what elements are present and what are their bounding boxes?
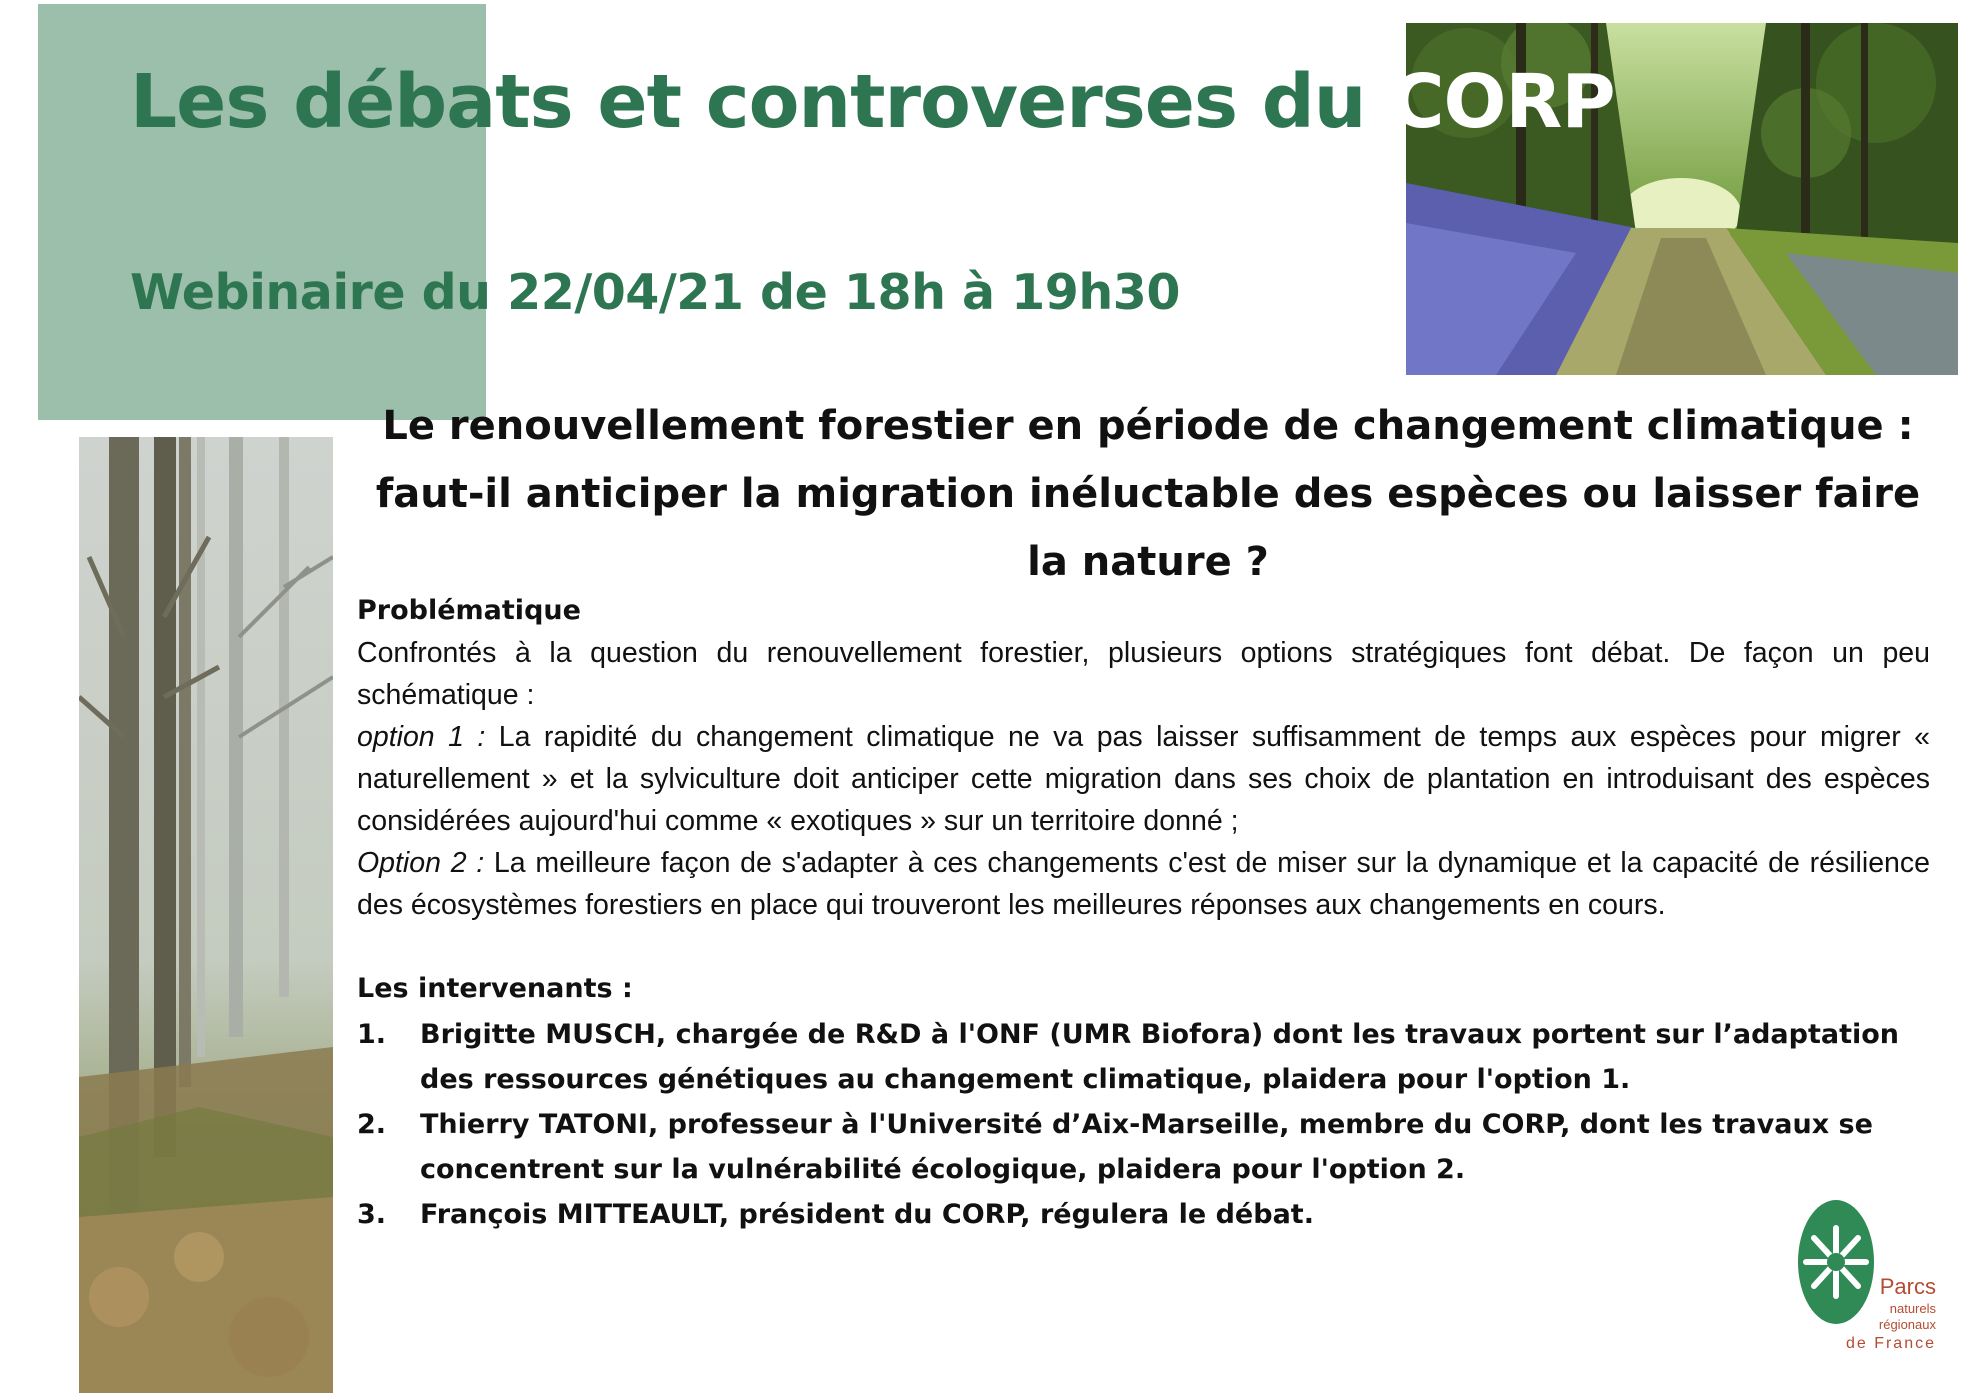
logo-line-1: Parcs xyxy=(1879,1274,1936,1299)
option-2-label: Option 2 : xyxy=(357,847,485,879)
debate-topic: Le renouvellement forestier en période de changement climatique : faut-il anticiper la migration inéluctable des espèces ou laisser faire la nature ? xyxy=(375,403,1921,585)
logo-line-2: naturels xyxy=(1889,1301,1936,1316)
page-title xyxy=(130,52,1615,152)
speaker-item xyxy=(357,1192,1930,1237)
pnr-logo-icon xyxy=(1796,1200,1886,1340)
speaker-item xyxy=(357,1012,1930,1102)
option-1-text: La rapidité du changement climatique ne va pas laisser suffisamment de temps aux espèces pour migrer « naturellement » et la sylviculture doit anticiper cette migration dans ses choix de plantation en introduisant des espèces considérées aujourd'hui comme « exotiques » sur un territoire donné ; xyxy=(357,721,1930,837)
spacer xyxy=(357,926,1930,968)
option-2 xyxy=(357,842,1930,926)
page-title-main: Les débats et controverses du xyxy=(130,59,1366,145)
problematique-heading: Problématique xyxy=(357,595,581,626)
option-2-text: La meilleure façon de s'adapter à ces changements c'est de miser sur la dynamique et la capacité de résilience des écosystèmes forestiers en place qui trouveront les meilleures réponses aux changements en cours. xyxy=(357,847,1930,921)
misty-forest-photo xyxy=(79,437,333,1393)
logo-line-3: régionaux xyxy=(1878,1317,1936,1332)
speaker-item xyxy=(357,1102,1930,1192)
main-content xyxy=(357,590,1930,1237)
speaker-number: 1. xyxy=(357,1019,387,1050)
page-title-accent: CORP xyxy=(1390,59,1615,145)
speakers-list xyxy=(357,1012,1930,1237)
speakers-heading: Les intervenants : xyxy=(357,973,633,1004)
option-1 xyxy=(357,716,1930,842)
option-1-label: option 1 : xyxy=(357,721,486,753)
speaker-number: 2. xyxy=(357,1109,387,1140)
problematique-intro: Confrontés à la question du renouvellement forestier, plusieurs options stratégiques font débat. De façon un peu schématique : xyxy=(357,637,1930,711)
speaker-number: 3. xyxy=(357,1199,387,1230)
webinar-date: Webinaire du 22/04/21 de 18h à 19h30 xyxy=(130,264,1180,321)
logo-line-4: de France xyxy=(1845,1335,1936,1352)
speaker-text: Brigitte MUSCH, chargée de R&D à l'ONF (UMR Biofora) dont les travaux portent sur l’adaptation des ressources génétiques au changement climatique, plaidera pour l'option 1. xyxy=(420,1019,1900,1095)
speaker-text: François MITTEAULT, président du CORP, régulera le débat. xyxy=(420,1199,1314,1230)
speaker-text: Thierry TATONI, professeur à l'Université d’Aix-Marseille, membre du CORP, dont les travaux se concentrent sur la vulnérabilité écologique, plaidera pour l'option 2. xyxy=(420,1109,1873,1185)
pnr-logo xyxy=(1796,1200,1936,1360)
